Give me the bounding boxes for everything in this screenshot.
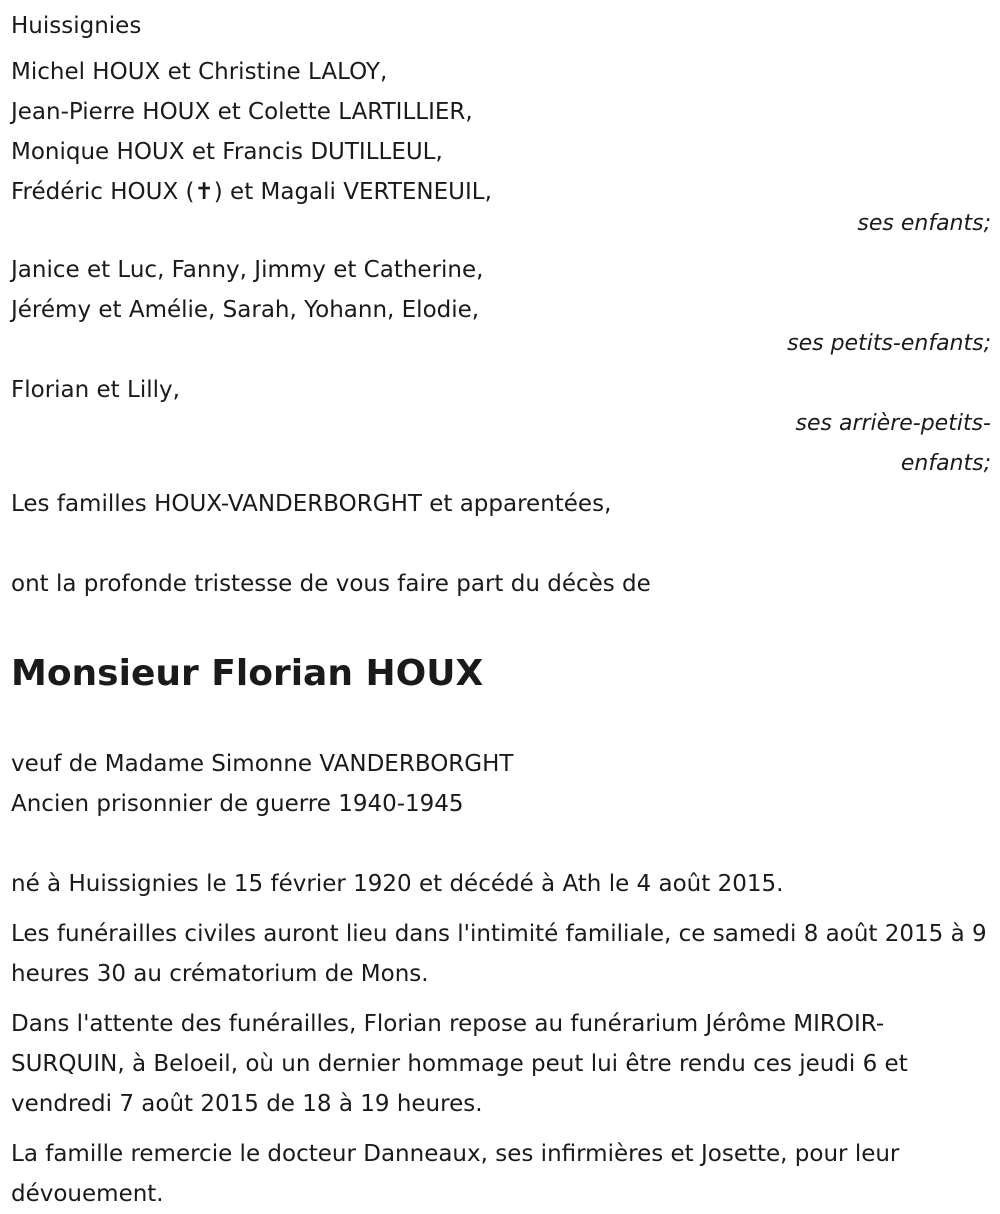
children-line: Frédéric HOUX (✝) et Magali VERTENEUIL, <box>11 179 492 205</box>
obituary-notice <box>11 0 991 1214</box>
great-grandchildren-line: Florian et Lilly, <box>11 377 180 403</box>
widower-line: veuf de Madame Simonne VANDERBORGHT <box>11 751 514 777</box>
birth-death-paragraph: né à Huissignies le 15 février 1920 et décédé à Ath le 4 août 2015. <box>11 871 784 897</box>
thanks-paragraph: La famille remercie le docteur Danneaux, ses infirmières et Josette, pour leur dévouement. <box>11 1141 900 1207</box>
title-line: Ancien prisonnier de guerre 1940-1945 <box>11 791 464 817</box>
great-grandchildren-label-continued: enfants; <box>900 451 991 476</box>
grandchildren-line: Jérémy et Amélie, Sarah, Yohann, Elodie, <box>11 297 480 323</box>
families-line: Les familles HOUX-VANDERBORGHT et apparentées, <box>11 491 612 517</box>
funeral-paragraph: Les funérailles civiles auront lieu dans l'intimité familiale, ce samedi 8 août 2015 à 9 heures 30 au crématorium de Mons. <box>11 921 987 987</box>
children-line: Michel HOUX et Christine LALOY, <box>11 59 388 85</box>
visitation-paragraph: Dans l'attente des funérailles, Florian repose au funérarium Jérôme MIROIR-SURQUIN, à Beloeil, où un dernier hommage peut lui être rendu ces jeudi 6 et vendredi 7 août 2015 de 18 à 19 heures. <box>11 1011 908 1117</box>
children-line: Monique HOUX et Francis DUTILLEUL, <box>11 139 443 165</box>
grandchildren-section <box>11 250 991 364</box>
announcement-line: ont la profonde tristesse de vous faire part du décès de <box>11 571 651 597</box>
grandchildren-label: ses petits-enfants; <box>787 331 991 356</box>
great-grandchildren-label: ses arrière-petits- <box>795 411 991 436</box>
children-label: ses enfants; <box>857 211 991 236</box>
great-grandchildren-section <box>11 370 991 484</box>
children-section <box>11 52 991 244</box>
children-line: Jean-Pierre HOUX et Colette LARTILLIER, <box>11 99 473 125</box>
deceased-name: Monsieur Florian HOUX <box>11 653 484 694</box>
grandchildren-line: Janice et Luc, Fanny, Jimmy et Catherine, <box>11 257 484 283</box>
place-heading: Huissignies <box>11 13 142 39</box>
